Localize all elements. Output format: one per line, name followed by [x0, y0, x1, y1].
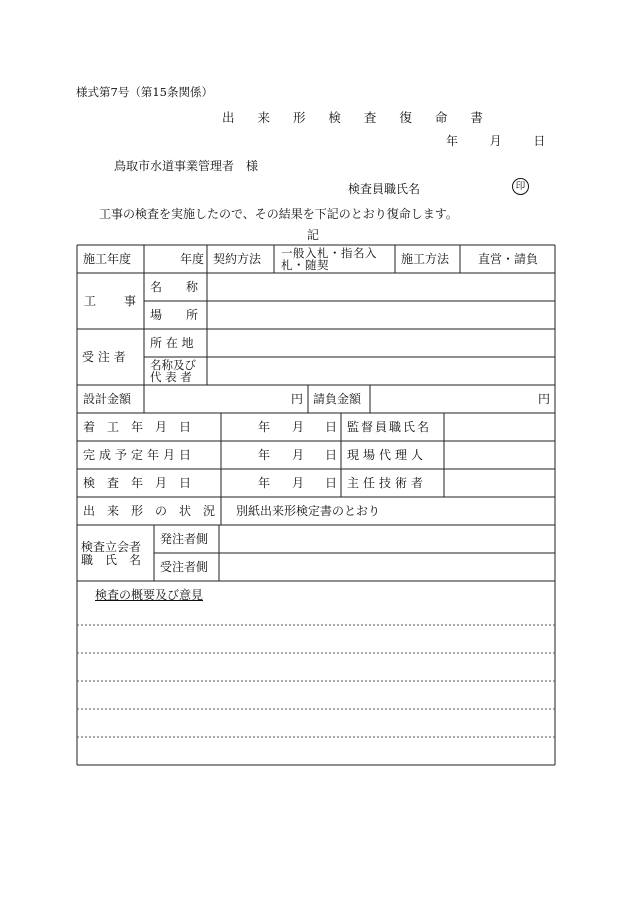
inspection-date-year: 年	[258, 476, 271, 490]
start-date-month: 月	[292, 420, 305, 434]
intro-text: 工事の検査を実施したので、その結果を下記のとおり復命します。	[99, 207, 458, 221]
work-name-field[interactable]	[210, 280, 552, 298]
completion-date-day: 日	[325, 448, 338, 462]
progress-status-label: 出 来 形 の 状 況	[83, 504, 216, 518]
start-date-label: 着 工 年 月 日	[83, 420, 192, 434]
contract-amount-label: 請負金額	[313, 392, 362, 406]
inspection-date-month: 月	[292, 476, 305, 490]
work-label: 工 事	[84, 294, 145, 308]
construction-method-label: 施工方法	[401, 252, 450, 266]
inspection-date-label: 検 査 年 月 日	[83, 476, 192, 490]
date-year: 年	[446, 134, 459, 148]
chief-engineer-label: 主任技術者	[347, 476, 428, 490]
orderer-witness-field[interactable]	[222, 532, 552, 550]
witness-label-line1: 検査立会者	[81, 540, 142, 554]
construction-method-value: 直営・請負	[478, 252, 539, 266]
document-title: 出 来 形 検 査 復 命 書	[222, 110, 493, 125]
contract-method-value-line2: 札・随契	[281, 258, 329, 272]
contractor-name-label-line1: 名称及び	[150, 358, 196, 372]
contractor-name-field[interactable]	[210, 364, 552, 382]
contractor-address-label: 所 在 地	[150, 336, 194, 350]
overview-label: 検査の概要及び意見	[95, 588, 204, 602]
form-number: 様式第7号（第15条関係）	[76, 85, 213, 99]
orderer-side-label: 発注者側	[160, 532, 209, 546]
design-amount-unit: 円	[291, 392, 304, 406]
contractor-witness-field[interactable]	[222, 560, 552, 578]
inspector-label: 検査員職氏名	[348, 182, 421, 196]
start-date-day: 日	[325, 420, 338, 434]
work-place-label: 場 所	[150, 308, 199, 322]
supervisor-label: 監督員職氏名	[347, 420, 432, 434]
design-amount-label: 設計金額	[83, 392, 132, 406]
ki-heading: 記	[307, 228, 320, 242]
inspection-date-day: 日	[325, 476, 338, 490]
scheduled-completion-label: 完成予定年月日	[83, 448, 196, 462]
work-name-label: 名 称	[150, 280, 199, 294]
addressee: 鳥取市水道事業管理者 様	[114, 159, 259, 173]
contract-method-label: 契約方法	[213, 252, 262, 266]
fiscal-year-unit: 年度	[180, 252, 205, 266]
completion-date-month: 月	[292, 448, 305, 462]
date-line	[446, 132, 545, 149]
contractor-name-label-line2: 代 表 者	[150, 370, 192, 384]
date-month: 月	[489, 134, 502, 148]
site-agent-label: 現場代理人	[347, 448, 428, 462]
start-date-year: 年	[258, 420, 271, 434]
seal-mark: 印	[512, 178, 529, 195]
progress-status-value: 別紙出来形検定書のとおり	[236, 504, 381, 518]
date-day: 日	[533, 134, 546, 148]
contractor-side-label: 受注者側	[160, 560, 209, 574]
contractor-address-field[interactable]	[210, 336, 552, 354]
contract-method-value-line1: 一般入札・指名入	[281, 246, 377, 260]
work-place-field[interactable]	[210, 308, 552, 326]
fiscal-year-label: 施工年度	[83, 252, 132, 266]
completion-date-year: 年	[258, 448, 271, 462]
witness-label-line2: 職 氏 名	[81, 553, 142, 567]
contract-amount-unit: 円	[538, 392, 551, 406]
contractor-label: 受 注 者	[82, 350, 126, 364]
